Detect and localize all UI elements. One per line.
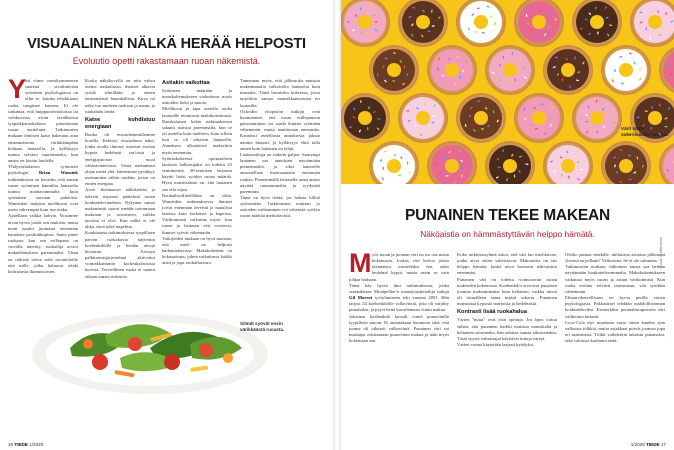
paragraph: Ruokailuvälineilläkin on väliä. Wansinkin tutkimuksessa ihmiset joivat enemmän leveistä ja matalista laseista kuin korkeista ja kapeista. Värikontrasti vaikuttaa myös: kun ruoan ja lautasen väri erottuvat, ihmiset syövät vähemmän.: [162, 192, 232, 235]
paragraph: [349, 283, 449, 314]
author-name: Gil Morrot: [349, 295, 373, 301]
paragraph: Coca-Cola myi muutama vuosi sitten kauden ajan valkoista tölkkiä, mutta asiakkaat pitivät juomaa jopa eri makuisena. Tölkit vaihdettiin takaisin punaisiksi, eikä valitusta kuulunut enää.: [565, 319, 665, 344]
paragraph: Koko tutkimusryhmä uskoi, että väri luo mielikuvan, jonka aivot sitten vahvistavat. Makuaistia on siis helppo hämätä, koska aivot luottavat näköaistiin enemmän.: [457, 252, 557, 276]
text: työryhmineen teki vuonna 2001. Hän tarjosi 54 koehenkilölle valkoviiniä, joka oli värjätty punaiseksi, ja pyysi heitä kuvailemaan viinin makua.: [349, 295, 449, 313]
salad-plate-image: [0, 278, 333, 438]
paragraph: Syömisen määrään ja mauskokemukseen vaikuttavat myös astioiden koko ja muoto.: [162, 88, 232, 106]
subheading: Astiakin vaikuttaa: [162, 80, 210, 86]
photo-credit: Kuvat: Shutterstock: [659, 236, 663, 268]
paragraph: Kuuluisassa tutkimuksessa tyypillisen päivän ruokakuvia näytettiin koehenkilöille ja heidän aivoja kuvattiin. Aivojen palkitsemisjärjestelmä aktivoitui voimakkaimmin korkeakalorisista kuvista. Terveellinen ruoka ei saanut aikaan samaa reaktiota.: [85, 230, 155, 278]
right-column-3: [565, 252, 665, 440]
left-footer: [8, 442, 43, 447]
dropcap: M: [349, 252, 372, 278]
paragraph: Värien voima käytetään laajasti hyödyksi.: [457, 342, 535, 348]
donut: [485, 45, 535, 95]
magazine-brand: TIEDE: [646, 442, 660, 447]
subheading: Kontrasti lisää ruokahalua: [457, 309, 527, 316]
right-column-2: [457, 252, 557, 442]
right-subhead: Näköaistia on hämmästyttävän helppo hämätä.: [420, 229, 595, 239]
spine-gutter: [333, 0, 341, 450]
dropcap: Y: [8, 78, 27, 104]
paragraph: Aivot skannaavat näkökentän ja tekevät nopeasti päätöksiä ruoan houkuttelevuudesta. Nykyään samat mekanismit saavat meidät tarttumaan makeaan ja rasvaiseen, vaikka tarvetta ei olisi. Kun nälkä ei ole uhka, tästä tulee ongelma.: [85, 187, 155, 230]
paragraph: Syömiskokeessa optimaalisen lautasen halkaisijaksi on todettu 25 senttimetriä. 30-senttisen lautasen käyttö lisäsi syödyn ruoan määrää. Hyvä muistisääntö on, että lautanen saa olla vajaa.: [162, 155, 232, 192]
paragraph: Oxfordin yliopiston tutkijat ovat huomanneet, että ruoan esillepanoon panostaminen voi saada ihmiset syömään vähemmän, mutta nauttimaan enemmän. Kauniisti asetellusta annoksesta jaksaa nauttia hitaasti, ja kylläisyys ehtii tulla ennen kuin lautanen on tyhjä.: [240, 108, 320, 151]
right-column-1: [349, 252, 449, 442]
dropcap-box: [8, 78, 27, 104]
text: Yhdysvaltalaisen syömisen psykologin: [8, 164, 78, 176]
text: Tämä käy hyvin ilmi tutkimuksesta, jonka ranskalaisen Montpellier'n maataloustieteilijä tutkija: [349, 282, 449, 294]
right-footer: [631, 442, 666, 447]
left-column-1: [8, 78, 78, 278]
paragraph: Lautasmittoja on tutkittu paljon. Suurempi lautanen saa annoksen näyttämään pienemmältä, ja siksi lautaselle annostellaan huomaamatta enemmän ruokaa. Pienemmällä lautasella sama annos näyttää runsaammalta ja tyydyttää paremmin.: [240, 151, 320, 194]
paragraph: Mielikuvat ja tapa asetella ruoka lautaselle muuttavat makukokemusta. Ranskalaisen kokin tutkimuksessa salaatti maistui paremmalta, kun se oli aseteltu kuin taideteos, kuin silloin kun se oli sekaisin lautasella. Annoksen ulkonäöstä maksettiin myös enemmän.: [162, 106, 232, 155]
paragraph: Tunnetaan myös, että jälkiruoka maistuu makeammalta valkoiselta lautaselta kuin mustalta. Tämä havaittiin kokeessa, jossa tarjoiltiin samaa mansikkamoussea eri lautasilta.: [240, 78, 320, 108]
left-headline: VISUAALINEN NÄLKÄ HERÄÄ HELPOSTI: [27, 36, 306, 52]
subheading: Katse kohdistuu energiaan: [85, 116, 155, 130]
paragraph: Jokainen koehenkilö kuvaili viiniä punaviinille tyypillisin sanoin. Ei ainuttakaan huomiota siitä, että juoma oli oikeasti valkoviiniä. Punainen väri sai maistajat odottamaan punaviinin makua ja näin myös kokemaan sen.: [349, 313, 449, 344]
donut: [456, 93, 506, 143]
dropcap-box: [349, 252, 372, 278]
donuts-image: [341, 0, 674, 184]
donut: [543, 45, 593, 95]
issue-number: 1/2020: [29, 442, 44, 447]
left-page: [0, 0, 333, 450]
donut: [427, 45, 477, 95]
paragraph: Tämä on hyvä tietää, jos haluaa hillitä syömistään. Tutkimusten mukaan jo astioiden vaihtaminen voi vähentää syödyn ruoan määrää merkittävästi.: [240, 194, 320, 219]
donut: [341, 93, 390, 143]
paragraph: Punainen väri on todettu voimistavan ruoan makeuden kokemusta. Koehenkilöt arvioivat punaisen juoman makeammaksi kuin keltaisen, vaikka niissä oli täsmälleen sama määrä sokeria. Punainen muistuttaa kypsistä marjoista ja hedelmistä.: [457, 276, 557, 307]
magazine-brand: TIEDE: [14, 442, 28, 447]
page-number: 16: [8, 442, 14, 447]
paragraph: Koska näkökyvyllä on niin vahva asema ruokailussa, ihmiset alkavat syödä silmillään jo ennen ensimmäistä haarukallista. Kuva tai näky tuo mieleen tuoksun ja maun, ja ruokahalu herää.: [85, 78, 155, 114]
paragraph: Ruoka oli esivanhemmillemme kortilla. Kehittyi visuaalinen näkö, jonka avulla ihmiset osasivat erottaa kypsät hedelmät raa'oista ja energiapitoiset ruoat vähäravinteisista. Tämä mekanismi ohjaa meitä yhä: katseemme pysähtyy useimmiten niihin ruokiin, joissa on eniten energiaa.: [85, 131, 155, 187]
donut: [601, 45, 651, 95]
paragraph: Tutkimusten mukaan valkoinen tausta saa herkun näyttämään houkuttelevammalta. Makukokemukseen vaikuttaa myös ruoan ja astian värikontrasti. Kun ruoka erottuu selvästi taustastaan, sitä syödään vähemmän.: [565, 264, 665, 294]
right-page: [341, 0, 674, 450]
paragraph: Elintarviketeollisuus on hyvin perillä värien psykologiasta. Pakkaukset tehdään mahdollisimman houkutteleviksi. Esimerkiksi perunalastupussien väri valikoituu tarkasti.: [565, 295, 665, 319]
text: tutkimuksissa on havaittu, että saman ruoan syöminen kauniilta lautaselta tuntuu maittavammalta kuin syöminen suoraan paketista. Wansinkin mukaan mielikuvat ovat usein vahvempia kuin itse maku.: [8, 176, 78, 213]
left-image-caption: Silmät syövät ensin värikkäästä ruoasta.: [240, 321, 285, 332]
author-name: Brian Wansink: [38, 170, 78, 176]
lead-text: yös ruoan ja juoman väri on iso osa maun kokemusta. Joskus väri kertoo jotain olennaista, esimerkiksi sen, onko hedelmä kypsä, mutta usein se vain johtaa harhaan.: [349, 252, 449, 282]
paragraph: Tutkijoiden mukaan on hyvä muistaa, että mieli on helposti harhautettavissa. Makukokemus on kokonaisuus, johon vaikuttavat kaikki aistit ja jopa ruokailuseura.: [162, 235, 232, 266]
paragraph: Värien "maut" ovat osin opittuja. Jos lapsi tottuu siihen, että punainen karkki maistuu mansikalta ja keltainen sitruunalta, hän odottaa samaa aikuisenakin. Tästä syystä valmistajat käyttävät tuttuja värejä.: [457, 317, 557, 341]
issue-number: 1/2020: [630, 442, 645, 447]
donut: [572, 93, 622, 143]
lead-text: ksi viime vuosikymmenten suurista sivuilmiöistä syömisen psykologiassa on ollut se, kuinka tehokkaasti ruoka vangitsee katseen. Ei ole sattumaa, että huippuravintoloissa tai valokuvissa aivan tavallisessa työpaikkaruokalassa panostetaan ruoan asetteluun. Tutkimusten mukaan ihmisen katse hakeutuu aina ensimmäisenä värikkäimpään kohtaan lautasella, ja kylläisyys tuntuu selvästi suuremmalta, kun annos on koottu huolella.: [8, 78, 78, 164]
donut: [398, 93, 448, 143]
left-column-2: [85, 78, 155, 278]
donut: [369, 45, 419, 95]
donut: [514, 93, 564, 143]
paragraph: Oletko pannut merkille, millaisina astioina jälkiruoat yleensä tarjoillaan? Valkoisina. Se ei ole sattumaa.: [565, 252, 665, 264]
right-image-caption: Värit sälää sokerisuuden tunnua.: [621, 126, 669, 137]
page-number: 17: [660, 442, 666, 447]
left-subhead: Evoluutio opetti rakastamaan ruoan näkemistä.: [72, 56, 261, 66]
paragraph: [8, 164, 78, 213]
right-headline: PUNAINEN TEKEE MAKEAN: [404, 207, 611, 224]
paragraph: Ajatellaan vaikka kahvia. Voisimme aivan hyvin juoda sen mukista, mutta moni nauttii juomasta enemmän kauniista posliinikupista. Sama pätee ruokaan: kun sen esillepano on vaivalla mietitty, ruokailija arvioi makuelämyksen paremmaksi. Tämä on tärkeää tietoa sekä ravintoloille että niille, jotka haluavat tehdä kotiruoasta ikimuistoisen.: [8, 213, 78, 274]
